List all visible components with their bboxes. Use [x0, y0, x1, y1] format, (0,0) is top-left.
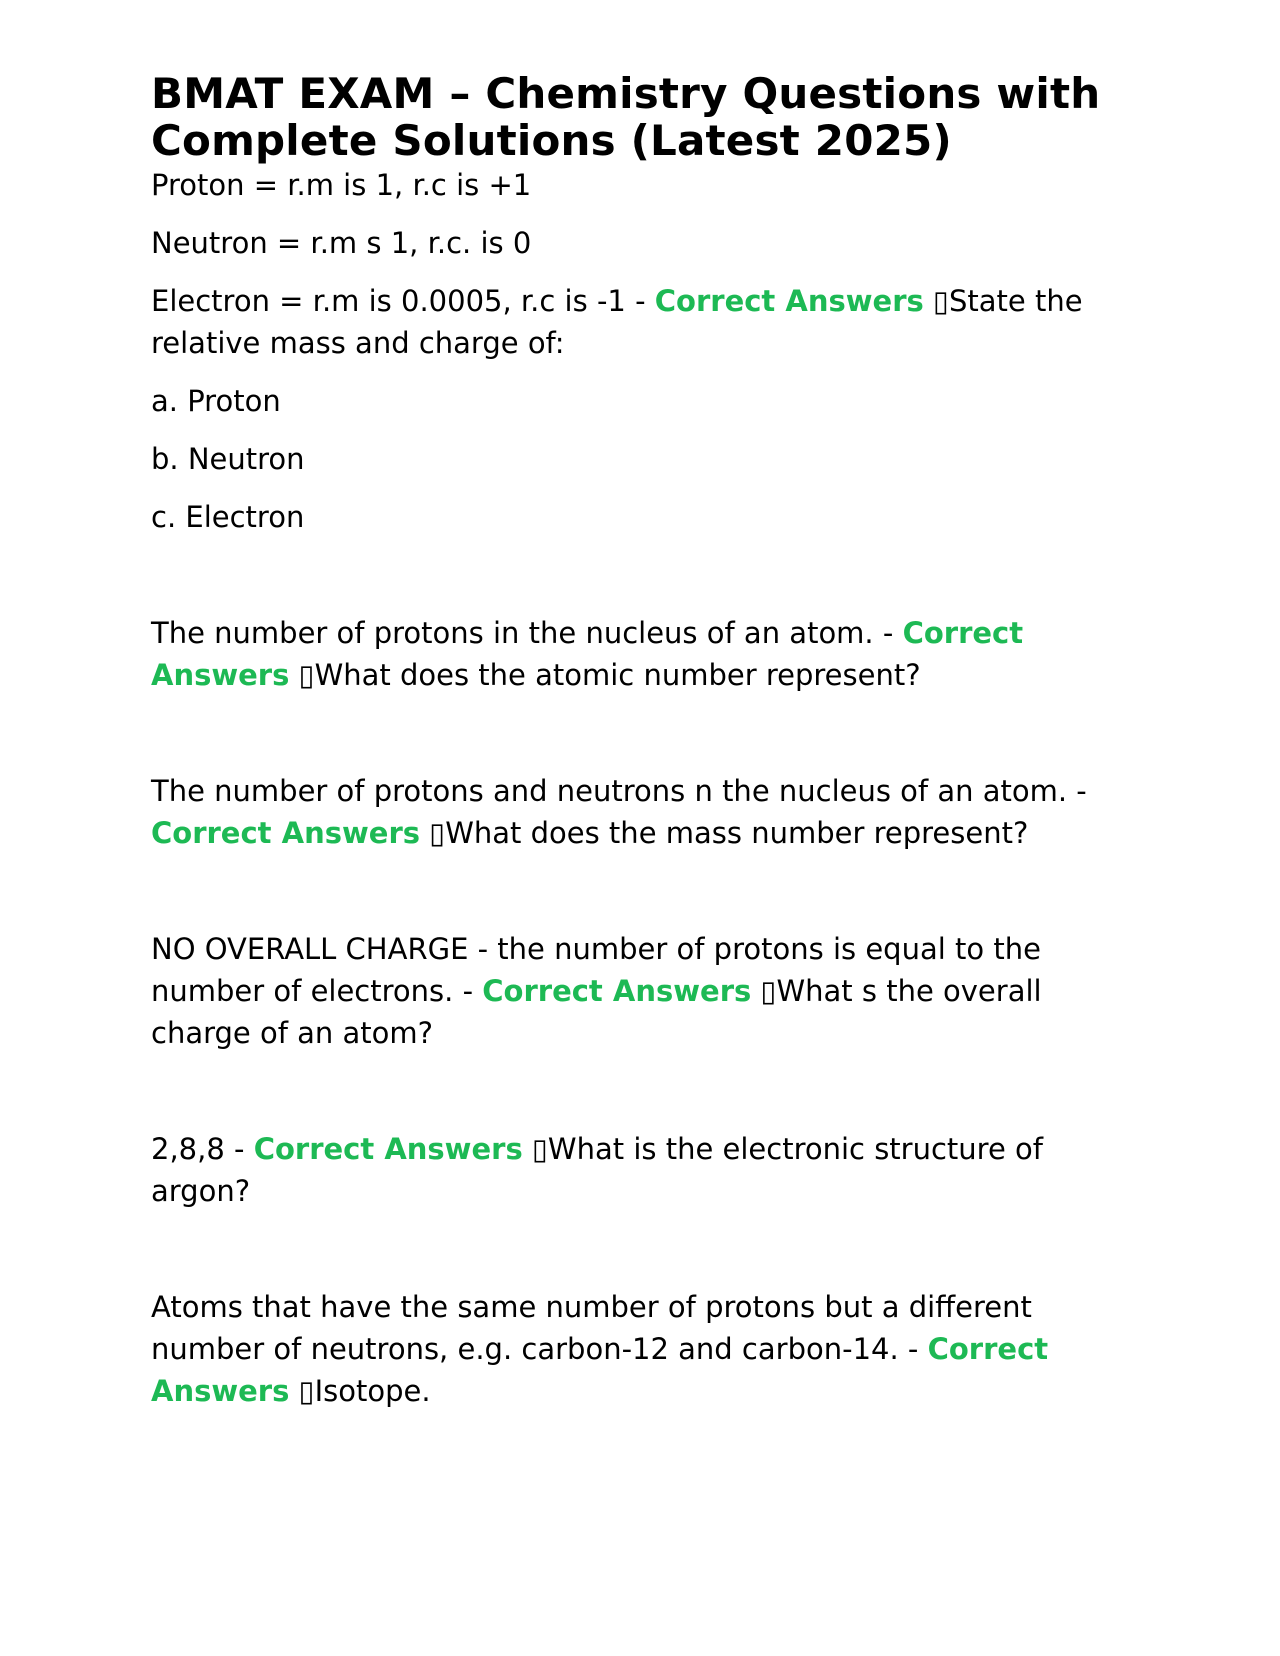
qa-item-2: [151, 612, 1141, 696]
correct-answers-label: Correct Answers: [482, 974, 752, 1008]
qa-item-3: [151, 770, 1141, 854]
box-glyph-icon: ▯: [933, 284, 949, 318]
correct-answers-label: Correct Answers: [151, 616, 1024, 692]
document-page: [151, 70, 1141, 1412]
intro-line-neutron: Neutron = r.m s 1, r.c. is 0: [151, 226, 532, 260]
question-text: State the relative mass and charge of:: [151, 284, 1083, 360]
qa-item-4: [151, 928, 1141, 1054]
document-title: BMAT EXAM – Chemistry Questions with Complete Solutions (Latest 2025): [151, 69, 1101, 165]
answer-text: Electron = r.m is 0.0005, r.c is -1 -: [151, 284, 646, 318]
correct-answers-label: Correct Answers: [151, 816, 421, 850]
correct-answers-label: Correct Answers: [253, 1132, 523, 1166]
question-text: What s the overall charge of an atom?: [151, 974, 1042, 1050]
qa-item-5: [151, 1128, 1141, 1212]
correct-answers-label: Correct Answers: [151, 1332, 1049, 1408]
answer-text: 2,8,8 -: [151, 1132, 245, 1166]
box-glyph-icon: ▯: [531, 1132, 548, 1166]
box-glyph-icon: ▯: [298, 1374, 315, 1408]
question-text: What does the atomic number represent?: [314, 658, 921, 692]
answer-text: Atoms that have the same number of protons but a different number of neutrons, e.g. carbon-12 and carbon-14. -: [151, 1290, 1032, 1366]
question-text: What does the mass number represent?: [445, 816, 1029, 850]
option-b: b. Neutron: [151, 442, 305, 476]
answer-text: The number of protons and neutrons n the nucleus of an atom. -: [151, 774, 1087, 808]
answer-text: NO OVERALL CHARGE - the number of protons is equal to the number of electrons. -: [151, 932, 1041, 1008]
answer-text: The number of protons in the nucleus of an atom. -: [151, 616, 894, 650]
box-glyph-icon: ▯: [429, 816, 446, 850]
qa-item-1: [151, 280, 1141, 364]
box-glyph-icon: ▯: [298, 658, 315, 692]
option-c: c. Electron: [151, 500, 305, 534]
intro-line-proton: Proton = r.m is 1, r.c is +1: [151, 168, 532, 202]
correct-answers-label: Correct Answers: [654, 284, 924, 318]
question-text: Isotope.: [314, 1374, 431, 1408]
qa-item-6: [151, 1286, 1141, 1412]
option-a: a. Proton: [151, 384, 281, 418]
question-text: What is the electronic structure of argon?: [151, 1132, 1043, 1208]
box-glyph-icon: ▯: [760, 974, 777, 1008]
